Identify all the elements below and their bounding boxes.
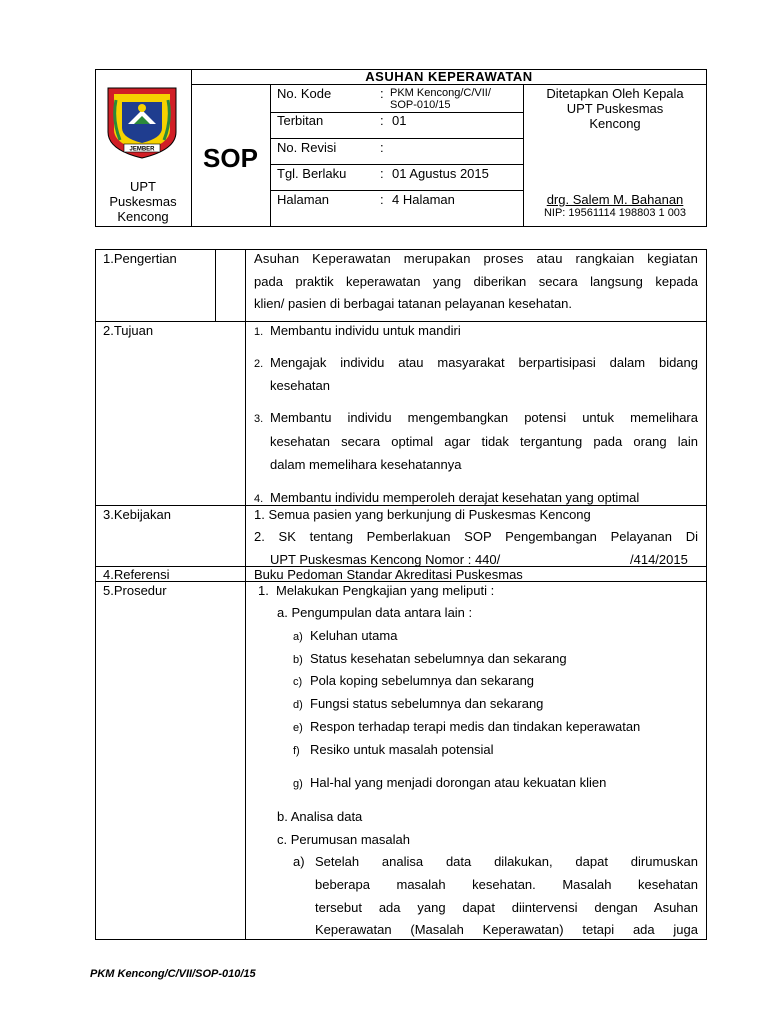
sop-label: SOP — [203, 143, 258, 173]
tujuan-item-3-line-2: kesehatan secara optimal agar tidak tergantung pada orang lain — [270, 434, 698, 449]
prosedur-a: a. Pengumpulan data antara lain : — [277, 605, 473, 620]
prosedur-b: b. Analisa data — [277, 809, 363, 824]
tujuan-num-2: 2. — [254, 358, 264, 370]
prosedur-c-a-line-2: beberapa masalah kesehatan. Masalah kesehatan — [315, 877, 698, 892]
pengertian-line-2: pada praktik keperawatan yang diberikan secara langsung kepada — [254, 274, 698, 289]
sub-item-f: Resiko untuk masalah potensial — [310, 742, 494, 757]
label-pengertian: 1.Pengertian — [103, 251, 177, 266]
field-value-no-kode-1: PKM Kencong/C/VII/ — [390, 87, 491, 99]
sub-item-g: Hal-hal yang menjadi dorongan atau kekuatan klien — [310, 775, 607, 790]
org-line-3: Kencong — [117, 209, 169, 224]
header-divider-sop — [270, 84, 271, 227]
prosedur-c: c. Perumusan masalah — [277, 832, 410, 847]
sub-marker-b: b) — [293, 654, 303, 666]
document-title: ASUHAN KEPERAWATAN — [365, 69, 533, 84]
kebijakan-item-2-line-1: 2. SK tentang Pemberlakuan SOP Pengembangan Pelayanan Di — [254, 529, 698, 544]
tujuan-num-1: 1. — [254, 326, 264, 338]
prosedur-step-1: Melakukan Pengkajian yang meliputi : — [276, 583, 495, 598]
org-line-2: Puskesmas — [109, 194, 177, 209]
field-value-tgl-berlaku: 01 Agustus 2015 — [392, 166, 489, 181]
body-col-divider — [245, 249, 246, 940]
field-sep: : — [380, 192, 384, 207]
body-left-border — [95, 249, 96, 940]
kebijakan-item-2-line-2a: UPT Puskesmas Kencong Nomor : 440/ — [270, 552, 501, 567]
body-top-border — [95, 249, 707, 250]
sub-marker-e: e) — [293, 722, 303, 734]
field-sep: : — [380, 140, 384, 155]
prosedur-c-a-line-3: tersebut ada yang dapat diintervensi dengan Asuhan — [315, 900, 698, 915]
tujuan-num-4: 4. — [254, 493, 264, 505]
tujuan-item-3-line-3: dalam memelihara kesehatannya — [270, 457, 462, 472]
approval-signer: drg. Salem M. Bahanan — [546, 192, 684, 207]
field-label-terbitan: Terbitan — [277, 113, 324, 128]
field-label-no-revisi: No. Revisi — [277, 140, 337, 155]
tujuan-num-3: 3. — [254, 413, 264, 425]
approval-line-1: Ditetapkan Oleh Kepala — [546, 86, 684, 101]
tujuan-item-3-line-1: Membantu individu mengembangkan potensi untuk memelihara — [270, 410, 698, 425]
tujuan-item-2-line-1: Mengajak individu atau masyarakat berpartisipasi dalam bidang — [270, 355, 698, 370]
field-sep: : — [380, 113, 384, 128]
logo-text: JEMBER — [129, 146, 155, 153]
field-row-line — [270, 190, 523, 191]
approval-nip: NIP: 19561114 198803 1 003 — [543, 207, 687, 219]
row-line — [95, 321, 707, 322]
sub-marker-f: f) — [293, 745, 300, 757]
body-col-divider — [215, 249, 216, 321]
field-sep: : — [380, 166, 384, 181]
referensi-text: Buku Pedoman Standar Akreditasi Puskesmas — [254, 567, 523, 582]
sub-item-a: Keluhan utama — [310, 628, 398, 643]
jember-regency-logo — [104, 84, 180, 160]
sub-marker-a: a) — [293, 631, 303, 643]
label-referensi: 4.Referensi — [103, 567, 170, 582]
approval-line-3: Kencong — [589, 116, 641, 131]
field-label-tgl-berlaku: Tgl. Berlaku — [277, 166, 347, 181]
prosedur-step-1-num: 1. — [258, 583, 269, 598]
prosedur-c-a-marker: a) — [293, 854, 305, 869]
tujuan-item-2-line-2: kesehatan — [270, 378, 330, 393]
sub-item-b: Status kesehatan sebelumnya dan sekarang — [310, 651, 567, 666]
label-kebijakan: 3.Kebijakan — [103, 507, 171, 522]
field-value-terbitan: 01 — [392, 113, 407, 128]
field-value-halaman: 4 Halaman — [392, 192, 455, 207]
pengertian-line-3: klien/ pasien di berbagai tatanan pelayanan kesehatan. — [254, 296, 573, 311]
label-prosedur: 5.Prosedur — [103, 583, 167, 598]
field-value-no-kode-2: SOP-010/15 — [390, 99, 451, 111]
header-bottom-border — [95, 226, 707, 227]
footer-document-code: PKM Kencong/C/VII/SOP-010/15 — [90, 968, 256, 980]
prosedur-c-a-line-4: Keperawatan (Masalah Keperawatan) tetapi ada juga — [315, 922, 698, 937]
kebijakan-item-2-line-2b: /414/2015 — [630, 552, 688, 567]
field-row-line — [270, 138, 523, 139]
kebijakan-item-1: 1. Semua pasien yang berkunjung di Puskesmas Kencong — [254, 507, 591, 522]
field-sep: : — [380, 86, 384, 101]
tujuan-item-4: Membantu individu memperoleh derajat kesehatan yang optimal — [270, 490, 640, 505]
body-bottom-border — [95, 939, 707, 940]
tujuan-item-1: Membantu individu untuk mandiri — [270, 323, 461, 338]
pengertian-line-1: Asuhan Keperawatan merupakan proses atau rangkaian kegiatan — [254, 251, 698, 266]
sub-marker-g: g) — [293, 778, 303, 790]
sub-marker-c: c) — [293, 676, 303, 688]
field-row-line — [270, 164, 523, 165]
sub-item-e: Respon terhadap terapi medis dan tindakan keperawatan — [310, 719, 641, 734]
approval-line-2: UPT Puskesmas — [566, 101, 664, 116]
sub-item-d: Fungsi status sebelumnya dan sekarang — [310, 696, 544, 711]
body-right-border — [706, 249, 707, 940]
field-label-no-kode: No. Kode — [277, 86, 332, 101]
field-label-halaman: Halaman — [277, 192, 330, 207]
prosedur-c-a-line-1: Setelah analisa data dilakukan, dapat dirumuskan — [315, 854, 698, 869]
sub-marker-d: d) — [293, 699, 303, 711]
label-tujuan: 2.Tujuan — [103, 323, 154, 338]
sub-item-c: Pola koping sebelumnya dan sekarang — [310, 673, 535, 688]
org-line-1: UPT — [130, 179, 156, 194]
